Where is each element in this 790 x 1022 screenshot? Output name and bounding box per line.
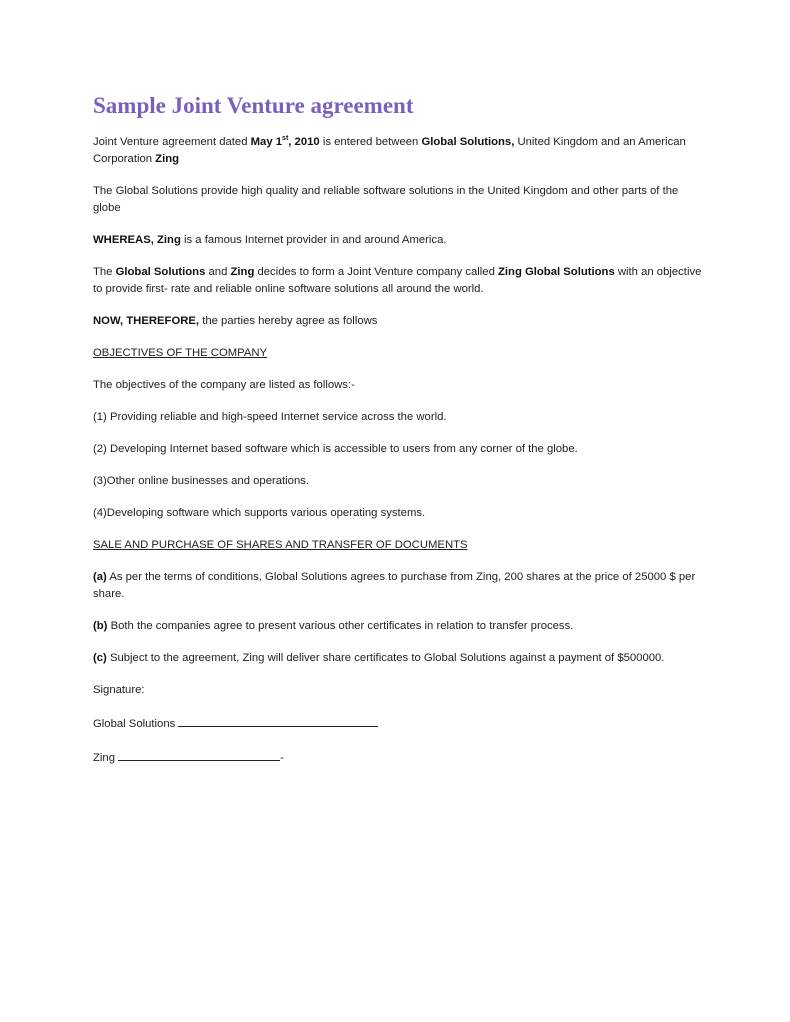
clause-text: Both the companies agree to present various other certificates in relation to transfer process. xyxy=(107,620,574,632)
clause-text: Subject to the agreement, Zing will deliver share certificates to Global Solutions against a payment of $500000. xyxy=(106,652,665,664)
objective-item: (4)Developing software which supports various operating systems. xyxy=(93,507,426,519)
intro-text-3: United Kingdom and an American Corporation xyxy=(93,136,686,165)
now-therefore-text: the parties hereby agree as follows xyxy=(199,315,378,327)
joint-bold-zing: Zing xyxy=(230,266,255,278)
joint-company-name: Zing Global Solutions xyxy=(498,266,615,278)
objectives-heading: OBJECTIVES OF THE COMPANY xyxy=(93,347,268,359)
agreement-date-suffix: st xyxy=(282,135,289,143)
signature-label: Signature: xyxy=(93,684,145,696)
whereas-text: is a famous Internet provider in and around America. xyxy=(180,234,447,246)
document-body xyxy=(93,92,708,782)
objective-item: (2) Developing Internet based software which is accessible to users from any corner of the globe. xyxy=(93,443,578,455)
clause-c xyxy=(93,650,708,667)
whereas-lead: WHEREAS, Zing xyxy=(93,234,181,246)
signature-global-solutions xyxy=(93,714,708,733)
sale-purchase-heading: SALE AND PURCHASE OF SHARES AND TRANSFER OF DOCUMENTS xyxy=(93,539,468,551)
joint-text-4: with an objective to provide first- rate and reliable online software solutions all around the world. xyxy=(93,266,702,295)
signature-party-name: Global Solutions xyxy=(93,718,179,730)
party-zing: Zing xyxy=(155,153,180,165)
signature-line-tail: - xyxy=(280,752,284,764)
joint-bold-global: Global Solutions xyxy=(115,266,206,278)
clause-b xyxy=(93,618,708,635)
intro-paragraph xyxy=(93,134,708,168)
document-title: Sample Joint Venture agreement xyxy=(93,93,414,118)
global-solutions-paragraph: The Global Solutions provide high quality and reliable software solutions in the United Kingdom and other parts of the globe xyxy=(93,185,679,214)
intro-text-1: Joint Venture agreement dated xyxy=(93,136,251,148)
whereas-paragraph xyxy=(93,232,708,249)
clause-a xyxy=(93,569,708,603)
clause-label: (c) xyxy=(93,652,107,664)
clause-text: As per the terms of conditions, Global Solutions agrees to purchase from Zing, 200 shares at the price of 25000 $ per share. xyxy=(93,571,696,600)
agreement-date-main: May 1 xyxy=(250,136,283,148)
agreement-date xyxy=(251,136,320,148)
joint-text-1: The xyxy=(93,266,116,278)
clause-label: (b) xyxy=(93,620,108,632)
party-global-solutions: Global Solutions, xyxy=(421,136,515,148)
objective-item: (3)Other online businesses and operations. xyxy=(93,475,310,487)
now-therefore-lead: NOW, THEREFORE, xyxy=(93,315,200,327)
objective-item: (1) Providing reliable and high-speed Internet service across the world. xyxy=(93,411,447,423)
signature-line xyxy=(178,714,378,727)
clause-label: (a) xyxy=(93,571,107,583)
objectives-intro: The objectives of the company are listed as follows:- xyxy=(93,379,355,391)
signature-zing xyxy=(93,748,708,767)
now-therefore-paragraph xyxy=(93,313,708,330)
joint-venture-paragraph xyxy=(93,264,708,298)
agreement-date-year: , 2010 xyxy=(288,136,320,148)
intro-text-2: is entered between xyxy=(319,136,422,148)
signature-line xyxy=(118,748,280,761)
joint-text-2: and xyxy=(205,266,231,278)
joint-text-3: decides to form a Joint Venture company called xyxy=(254,266,498,278)
signature-party-name: Zing xyxy=(93,752,119,764)
